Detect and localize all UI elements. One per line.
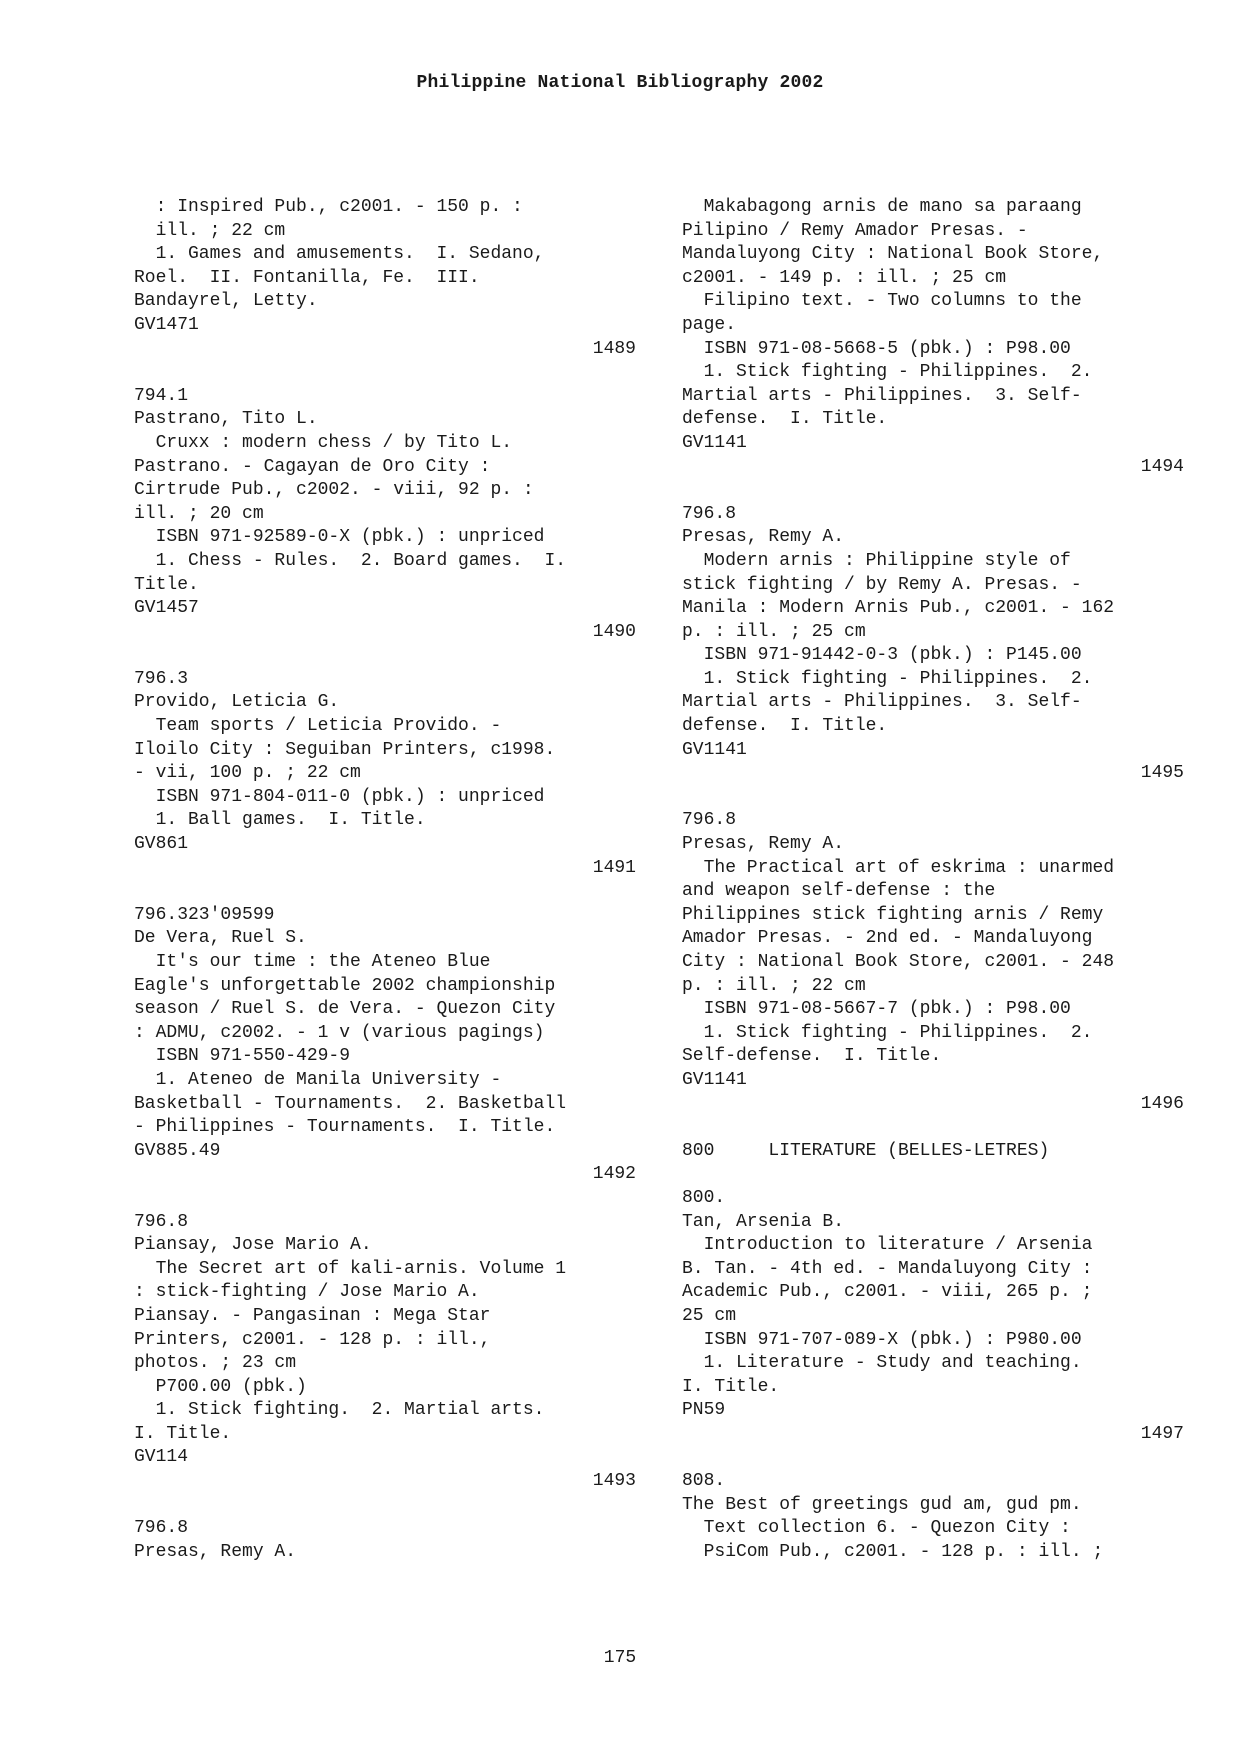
text-line: 1. Stick fighting - Philippines. 2. xyxy=(682,362,1093,383)
text-line: - Philippines - Tournaments. I. Title. xyxy=(134,1117,556,1138)
blank-line xyxy=(682,1116,1184,1140)
classification-number: 796.8 xyxy=(134,1518,189,1539)
text-line: Philippines stick fighting arnis / Remy xyxy=(682,904,1104,925)
call-number: GV1457 xyxy=(134,598,199,619)
text-line: Text collection 6. - Quezon City : xyxy=(682,1518,1071,1539)
text-line: The Practical art of eskrima : unarmed xyxy=(682,857,1115,878)
blank-line xyxy=(682,1163,1184,1187)
text-line: ISBN 971-08-5667-7 (pbk.) : P98.00 xyxy=(682,999,1071,1020)
text-line: Presas, Remy A. xyxy=(134,1541,297,1562)
text-line: Basketball - Tournaments. 2. Basketball xyxy=(134,1093,567,1114)
text-line: Presas, Remy A. xyxy=(682,834,845,855)
text-line: Iloilo City : Seguiban Printers, c1998. xyxy=(134,739,556,760)
text-line: Roel. II. Fontanilla, Fe. III. xyxy=(134,267,480,288)
page-title: Philippine National Bibliography 2002 xyxy=(416,73,824,93)
left-column xyxy=(134,196,636,1564)
classification-number: 800. xyxy=(682,1187,726,1208)
entry-number: 1496 xyxy=(1140,1093,1184,1114)
call-number: GV1471 xyxy=(134,314,199,335)
text-line: Cruxx : modern chess / by Tito L. xyxy=(134,432,513,453)
text-line: Title. xyxy=(134,574,199,595)
blank-line xyxy=(682,786,1184,810)
right-column xyxy=(682,196,1184,1564)
text-line: Makabagong arnis de mano sa paraang xyxy=(682,197,1082,217)
text-line: 1. Ball games. I. Title. xyxy=(134,810,426,831)
entry-number: 1491 xyxy=(592,857,636,878)
text-line: 1. Chess - Rules. 2. Board games. I. xyxy=(134,550,567,571)
entry-number: 1497 xyxy=(1140,1423,1184,1444)
text-line: Piansay. - Pangasinan : Mega Star xyxy=(134,1305,491,1326)
text-line: City : National Book Store, c2001. - 248 xyxy=(682,952,1115,972)
text-line: Printers, c2001. - 128 p. : ill., xyxy=(134,1329,491,1350)
text-line: Martial arts - Philippines. 3. Self- xyxy=(682,385,1082,406)
text-line: ISBN 971-92589-0-X (pbk.) : unpriced xyxy=(134,527,545,548)
text-line: PsiCom Pub., c2001. - 128 p. : ill. ; xyxy=(682,1541,1104,1562)
blank-line xyxy=(134,1187,636,1211)
classification-number: 796.323'09599 xyxy=(134,904,275,925)
text-line: Amador Presas. - 2nd ed. - Mandaluyong xyxy=(682,928,1093,949)
entry-number: 1489 xyxy=(592,338,636,359)
text-line: Presas, Remy A. xyxy=(682,527,845,548)
text-line: p. : ill. ; 25 cm xyxy=(682,621,866,642)
text-line: It's our time : the Ateneo Blue xyxy=(134,952,491,972)
text-line: ill. ; 22 cm xyxy=(134,220,286,241)
entry-number: 1495 xyxy=(1140,763,1184,784)
text-line: : Inspired Pub., c2001. - 150 p. : xyxy=(134,197,523,217)
text-line: B. Tan. - 4th ed. - Mandaluyong City : xyxy=(682,1258,1093,1279)
text-line: Modern arnis : Philippine style of xyxy=(682,550,1071,571)
text-line: Self-defense. I. Title. xyxy=(682,1046,942,1067)
text-line: and weapon self-defense : the xyxy=(682,881,996,902)
entry-number: 1494 xyxy=(1140,456,1184,477)
classification-number: 796.8 xyxy=(134,1211,189,1232)
text-line: P700.00 (pbk.) xyxy=(134,1376,307,1397)
text-line: Piansay, Jose Mario A. xyxy=(134,1235,372,1256)
call-number: GV1141 xyxy=(682,1069,747,1090)
classification-number: 794.1 xyxy=(134,385,189,406)
classification-number: 796.3 xyxy=(134,668,189,689)
text-line: 1. Ateneo de Manila University - xyxy=(134,1069,502,1090)
text-line: Pastrano. - Cagayan de Oro City : xyxy=(134,456,491,477)
text-line: : stick-fighting / Jose Mario A. xyxy=(134,1282,480,1303)
text-line: Team sports / Leticia Provido. - xyxy=(134,716,502,737)
text-line: page. xyxy=(682,314,737,335)
text-line: De Vera, Ruel S. xyxy=(134,928,307,949)
text-line: Manila : Modern Arnis Pub., c2001. - 162 xyxy=(682,598,1115,619)
text-line: Pilipino / Remy Amador Presas. - xyxy=(682,220,1028,241)
classification-number: 808. xyxy=(682,1471,726,1492)
text-line: Mandaluyong City : National Book Store, xyxy=(682,244,1104,265)
text-line: Provido, Leticia G. xyxy=(134,692,340,713)
section-heading: 800 LITERATURE (BELLES-LETRES) xyxy=(682,1140,1050,1161)
text-line: 1. Stick fighting - Philippines. 2. xyxy=(682,1022,1093,1043)
text-line: photos. ; 23 cm xyxy=(134,1353,297,1374)
call-number: PN59 xyxy=(682,1400,726,1421)
text-line: 1. Literature - Study and teaching. xyxy=(682,1353,1082,1374)
page-number: 175 xyxy=(603,1648,637,1668)
text-line: ISBN 971-550-429-9 xyxy=(134,1046,351,1067)
text-line: Martial arts - Philippines. 3. Self- xyxy=(682,692,1082,713)
text-line: 1. Games and amusements. I. Sedano, xyxy=(134,244,545,265)
text-line: defense. I. Title. xyxy=(682,409,888,430)
text-line: - vii, 100 p. ; 22 cm xyxy=(134,763,361,784)
blank-line xyxy=(134,880,636,904)
text-line: defense. I. Title. xyxy=(682,716,888,737)
text-line: 25 cm xyxy=(682,1305,737,1326)
text-line: Pastrano, Tito L. xyxy=(134,409,318,430)
blank-line xyxy=(134,644,636,668)
entry-number: 1492 xyxy=(592,1164,636,1185)
text-line: I. Title. xyxy=(682,1376,780,1397)
text-line: Introduction to literature / Arsenia xyxy=(682,1235,1093,1256)
text-line: p. : ill. ; 22 cm xyxy=(682,975,866,996)
text-line: season / Ruel S. de Vera. - Quezon City xyxy=(134,999,556,1020)
classification-number: 796.8 xyxy=(682,503,737,524)
call-number: GV114 xyxy=(134,1447,189,1468)
text-line: Eagle's unforgettable 2002 championship xyxy=(134,975,556,996)
classification-number: 796.8 xyxy=(682,810,737,831)
blank-line xyxy=(134,1494,636,1518)
entry-number: 1490 xyxy=(592,621,636,642)
text-line: c2001. - 149 p. : ill. ; 25 cm xyxy=(682,267,1007,288)
text-line: 1. Stick fighting - Philippines. 2. xyxy=(682,668,1093,689)
blank-line xyxy=(682,1446,1184,1470)
blank-line xyxy=(682,479,1184,503)
text-line: The Secret art of kali-arnis. Volume 1 xyxy=(134,1258,567,1279)
text-line: ISBN 971-707-089-X (pbk.) : P980.00 xyxy=(682,1329,1082,1350)
text-line: Academic Pub., c2001. - viii, 265 p. ; xyxy=(682,1282,1093,1303)
call-number: GV861 xyxy=(134,834,189,855)
text-line: 1. Stick fighting. 2. Martial arts. xyxy=(134,1400,545,1421)
text-line: Bandayrel, Letty. xyxy=(134,291,318,312)
call-number: GV1141 xyxy=(682,432,747,453)
text-line: I. Title. xyxy=(134,1423,232,1444)
text-line: stick fighting / by Remy A. Presas. - xyxy=(682,574,1082,595)
text-line: ISBN 971-08-5668-5 (pbk.) : P98.00 xyxy=(682,338,1071,359)
text-line: Tan, Arsenia B. xyxy=(682,1211,845,1232)
text-line: ill. ; 20 cm xyxy=(134,503,264,524)
blank-line xyxy=(134,361,636,385)
text-line: The Best of greetings gud am, gud pm. xyxy=(682,1494,1082,1515)
text-line: ISBN 971-804-011-0 (pbk.) : unpriced xyxy=(134,786,545,807)
call-number: GV885.49 xyxy=(134,1140,221,1161)
text-line: : ADMU, c2002. - 1 v (various pagings) xyxy=(134,1022,545,1043)
call-number: GV1141 xyxy=(682,739,747,760)
text-line: Filipino text. - Two columns to the xyxy=(682,291,1082,312)
text-line: ISBN 971-91442-0-3 (pbk.) : P145.00 xyxy=(682,645,1082,666)
text-line: Cirtrude Pub., c2002. - viii, 92 p. : xyxy=(134,480,534,501)
entry-number: 1493 xyxy=(592,1471,636,1492)
